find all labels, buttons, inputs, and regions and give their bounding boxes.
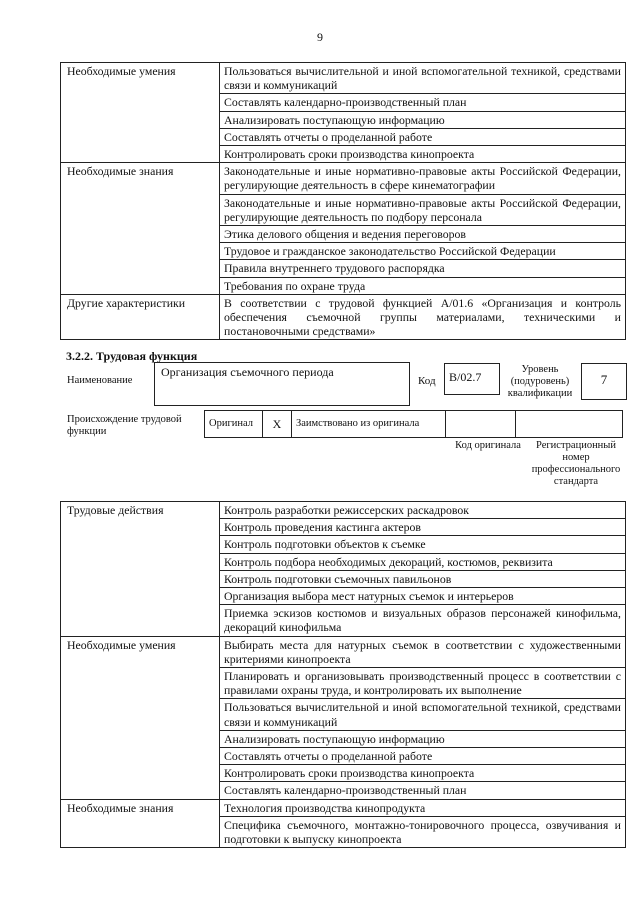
table-cell: Законодательные и иные нормативно-правовые акты Российской Федерации, регулирующие деятельность в сфере кинематографии — [220, 163, 626, 194]
table-cell: Организация выбора мест натурных съемок и интерьеров — [220, 588, 626, 605]
table-cell: Законодательные и иные нормативно-правовые акты Российской Федерации, регулирующие деятельность по подбору персонала — [220, 194, 626, 225]
original-label: Оригинал — [204, 410, 263, 438]
table-cell: Пользоваться вычислительной и иной вспомогательной техникой, средствами связи и коммуникаций — [220, 699, 626, 730]
table-cell: Требования по охране труда — [220, 277, 626, 294]
code-original-label: Код оригинала — [455, 440, 521, 451]
table-cell: Контроль подбора необходимых декораций, костюмов, реквизита — [220, 553, 626, 570]
table-cell: Пользоваться вычислительной и иной вспомогательной техникой, средствами связи и коммуникаций — [220, 63, 626, 94]
table-cell: Контролировать сроки производства кинопроекта — [220, 765, 626, 782]
table-cell: Составлять отчеты о проделанной работе — [220, 748, 626, 765]
requirements-table-1 — [60, 62, 626, 340]
table-cell: Составлять календарно-производственный план — [220, 782, 626, 799]
origin-label: Происхождение трудовой функции — [67, 414, 182, 437]
table-cell: Правила внутреннего трудового распорядка — [220, 260, 626, 277]
row-label: Трудовые действия — [61, 502, 220, 637]
name-value: Организация съемочного периода — [154, 362, 410, 406]
page-number: 9 — [317, 30, 323, 44]
table-cell: Планировать и организовывать производственный процесс в соответствии с правилами охраны труда, и контролировать их выполнение — [220, 668, 626, 699]
table-cell: Контроль проведения кастинга актеров — [220, 519, 626, 536]
table-cell: Контроль разработки режиссерских раскадровок — [220, 502, 626, 519]
name-label: Наименование — [67, 375, 133, 386]
table-row — [61, 63, 626, 94]
table-cell: Контролировать сроки производства кинопроекта — [220, 146, 626, 163]
row-label: Другие характеристики — [61, 294, 220, 340]
row-label: Необходимые умения — [61, 636, 220, 799]
table-cell: Технология производства кинопродукта — [220, 799, 626, 816]
table-row — [61, 636, 626, 667]
table-cell: Специфика съемочного, монтажно-тонировочного процесса, озвучивания и подготовки к выпуску кинопроекта — [220, 816, 626, 847]
reg-number-cell — [515, 410, 623, 438]
borrowed-label: Заимствовано из оригинала — [291, 410, 446, 438]
table-row — [61, 163, 626, 194]
section-title: 3.2.2. Трудовая функция — [66, 349, 198, 363]
table-cell: Анализировать поступающую информацию — [220, 111, 626, 128]
table-cell: Анализировать поступающую информацию — [220, 730, 626, 747]
table-cell: Контроль подготовки съемочных павильонов — [220, 570, 626, 587]
code-value: В/02.7 — [444, 363, 500, 395]
code-label: Код — [418, 375, 436, 387]
origin-row — [204, 410, 627, 438]
table-cell: Этика делового общения и ведения переговоров — [220, 226, 626, 243]
original-mark: X — [262, 410, 292, 438]
level-label: Уровень (подуровень) квалификации — [507, 364, 573, 399]
table-cell: Контроль подготовки объектов к съемке — [220, 536, 626, 553]
row-label: Необходимые знания — [61, 163, 220, 295]
level-value: 7 — [581, 363, 627, 400]
table-row — [61, 294, 626, 340]
table-row — [61, 502, 626, 519]
table-cell: Составлять отчеты о проделанной работе — [220, 128, 626, 145]
reg-number-label: Регистрационный номер профессионального стандарта — [531, 440, 621, 487]
row-label: Необходимые знания — [61, 799, 220, 848]
requirements-table-2 — [60, 501, 626, 848]
table-cell: Составлять календарно-производственный план — [220, 94, 626, 111]
row-label: Необходимые умения — [61, 63, 220, 163]
table-row — [61, 799, 626, 816]
table-cell: Выбирать места для натурных съемок в соответствии с художественными критериями кинопроекта — [220, 636, 626, 667]
code-original-cell — [445, 410, 516, 438]
table-cell: Трудовое и гражданское законодательство Российской Федерации — [220, 243, 626, 260]
table-cell: Приемка эскизов костюмов и визуальных образов персонажей кинофильма, декораций кинофильма — [220, 605, 626, 636]
table-cell: В соответствии с трудовой функцией А/01.6 «Организация и контроль обеспечения съемочной группы материалами, техническими и постановочными средствами» — [220, 294, 626, 340]
